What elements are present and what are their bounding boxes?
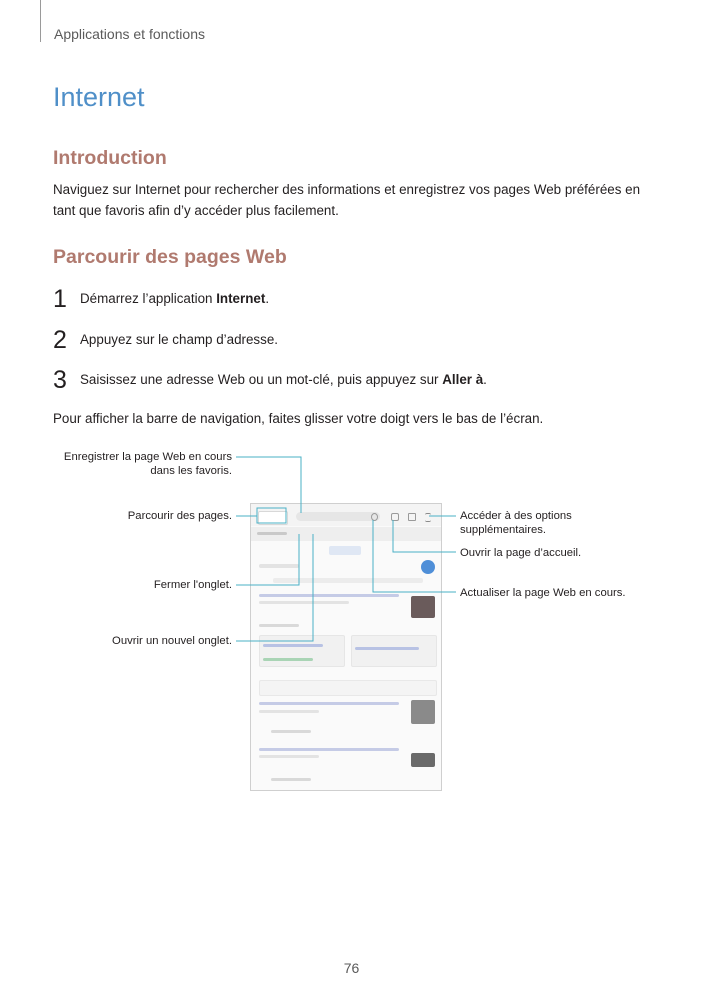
content-line <box>271 778 311 781</box>
tabs-button[interactable] <box>258 511 288 525</box>
search-box <box>259 680 437 696</box>
nav-hint-text: Pour afficher la barre de navigation, faites glisser votre doigt vers le bas de l’écran. <box>53 411 544 426</box>
result-link <box>259 594 399 597</box>
card-link <box>355 647 419 650</box>
content-line <box>259 624 299 627</box>
card-link <box>263 644 323 647</box>
intro-heading: Introduction <box>53 147 167 169</box>
callout-more-options: Accéder à des options supplémentaires. <box>460 510 572 536</box>
result-snippet <box>259 710 319 713</box>
step-text: Démarrez l’application Internet. <box>80 291 270 306</box>
result-link <box>259 702 399 705</box>
result-snippet <box>259 755 319 758</box>
result-thumbnail <box>411 596 435 618</box>
result-snippet <box>259 601 349 604</box>
search-logo <box>329 546 361 555</box>
content-line <box>271 730 311 733</box>
callout-bookmark: Enregistrer la page Web en cours dans les favoris. <box>63 451 232 477</box>
callout-browse-pages: Parcourir des pages. <box>127 510 232 522</box>
avatar <box>421 560 435 574</box>
menu-icon[interactable] <box>425 513 431 522</box>
home-icon[interactable] <box>391 513 399 521</box>
browse-heading: Parcourir des pages Web <box>53 246 287 268</box>
card-meta <box>263 658 313 661</box>
step-text: Saisissez une adresse Web ou un mot-clé, puis appuyez sur Aller à. <box>80 372 487 387</box>
step-number: 3 <box>53 366 67 394</box>
step-number: 1 <box>53 285 67 313</box>
page-number: 76 <box>343 960 360 976</box>
step-number: 2 <box>53 326 67 354</box>
new-tab-icon[interactable] <box>311 530 317 536</box>
result-thumbnail <box>411 700 435 724</box>
intro-text: Naviguez sur Internet pour rechercher des informations et enregistrez vos pages Web préférées en tant que favoris afin d’y accéder plus facilement. <box>53 182 641 218</box>
callout-home: Ouvrir la page d’accueil. <box>460 547 582 559</box>
content-line <box>259 564 299 568</box>
close-tab-icon[interactable] <box>297 530 303 536</box>
section-header: Applications et fonctions <box>54 26 205 42</box>
page-title: Internet <box>53 82 145 112</box>
callout-new-tab: Ouvrir un nouvel onglet. <box>112 635 232 647</box>
card <box>259 635 345 667</box>
refresh-icon[interactable] <box>371 513 378 521</box>
callout-refresh: Actualiser la page Web en cours. <box>460 587 626 599</box>
tab-label[interactable] <box>257 532 287 535</box>
step-text: Appuyez sur le champ d’adresse. <box>80 332 278 347</box>
callout-close-tab: Fermer l'onglet. <box>153 579 232 591</box>
bookmark-icon[interactable] <box>408 513 416 521</box>
result-thumbnail <box>411 753 435 767</box>
search-tabs <box>273 578 423 583</box>
card <box>351 635 437 667</box>
browser-screenshot <box>250 503 442 791</box>
header-rule <box>40 0 41 42</box>
address-field[interactable] <box>296 512 380 521</box>
result-link <box>259 748 399 751</box>
